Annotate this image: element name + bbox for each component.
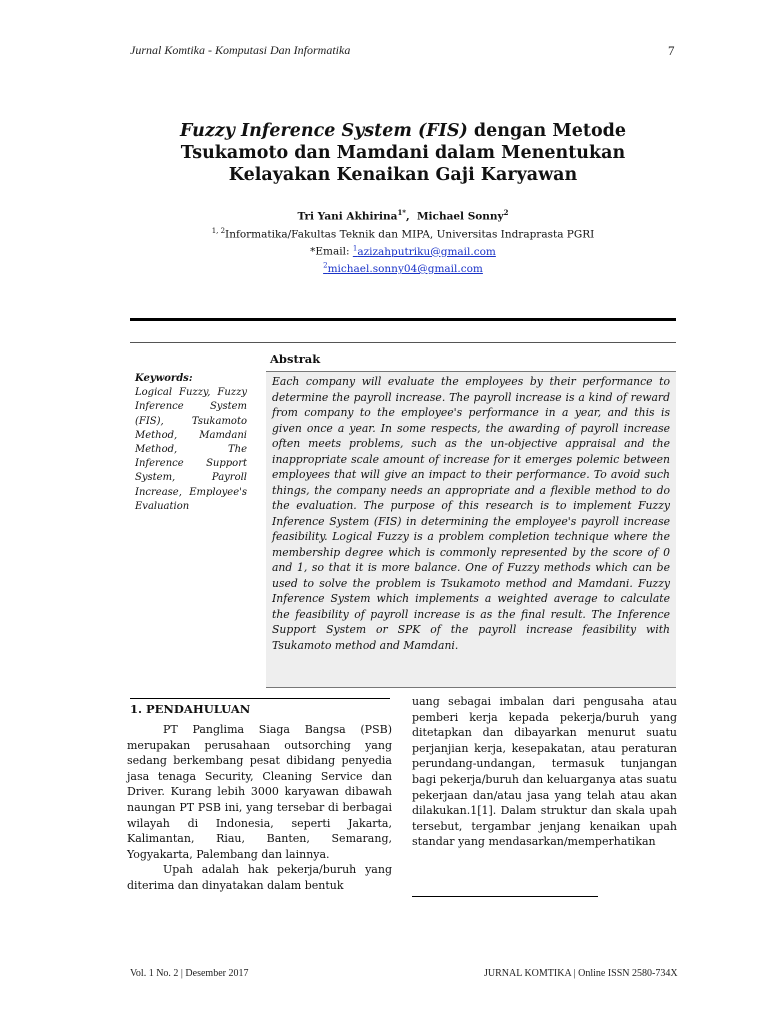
keywords-label: Keywords: bbox=[135, 373, 193, 384]
email-line-1 bbox=[130, 241, 676, 259]
email-1: azizahputriku@gmail.com bbox=[357, 245, 496, 258]
email-label: *Email: bbox=[310, 245, 350, 258]
affiliation: Informatika/Fakultas Teknik dan MIPA, Universitas Indraprasta PGRI bbox=[225, 228, 595, 240]
author-names: Tri Yani Akhirina$^{1*}$, Michael Sonny$^2$ bbox=[297, 208, 509, 223]
keywords-text: Logical Fuzzy, Fuzzy Inference System (FIS), Tsukamoto Method, Mamdani Method, The Inference Support System, Payroll Increase, Employee's Evaluation bbox=[135, 387, 247, 512]
paper-title bbox=[130, 120, 676, 186]
footer-issn: JURNAL KOMTIKA | Online ISSN 2580-734X bbox=[484, 968, 678, 979]
title-rest: dengan Metode Tsukamoto dan Mamdani dalam Menentukan Kelayakan Kenaikan Gaji Karyawan bbox=[180, 121, 627, 185]
author-block bbox=[130, 206, 676, 276]
page-number: 7 bbox=[668, 43, 675, 58]
email-link-2[interactable] bbox=[323, 263, 483, 275]
title-divider-thin bbox=[130, 342, 676, 343]
footer-volume: Vol. 1 No. 2 | Desember 2017 bbox=[130, 968, 249, 979]
author-1-sup: 1* bbox=[397, 208, 406, 217]
author-2: Michael Sonny bbox=[416, 210, 504, 223]
affiliation-line bbox=[130, 224, 676, 242]
paragraph-2: Upah adalah hak pekerja/buruh yang diterima dan dinyatakan dalam bentuk bbox=[127, 863, 392, 892]
paragraph-3: uang sebagai imbalan dari pengusaha atau pemberi kerja kepada pekerja/buruh yang ditetapkan dan dibayarkan menurut suatu perjanjian kerja, kesepakatan, atau peraturan perundang-undangan, termasuk tunjangan bagi pekerja/buruh dan keluarganya atas suatu pekerjaan dan/atau jasa yang telah atau akan dilakukan.1[1]. Dalam struktur dan skala upah tersebut, tergambar jenjang kenaikan upah standar yang mendasarkan/memperhatikan bbox=[412, 695, 677, 849]
author-2-sup: 2 bbox=[503, 208, 509, 217]
section-heading: 1. PENDAHULUAN bbox=[130, 702, 251, 716]
abstract-text: Each company will evaluate the employees by their performance to determine the payroll increase. The payroll increase is a kind of reward from company to the employee's performance in a year, and this is given once a year. In some respects, the awarding of payroll increase often meets problems, such as the un-objective appraisal and the inappropriate scale amount of increase for it emerges polemic between employees that will give an impact to their performance. To avoid such things, the company needs an appropriate and a flexible method to do the evaluation. The purpose of this research is to implement Fuzzy Inference System (FIS) in determining the employee's payroll increase feasibility. Logical Fuzzy is a problem completion technique where the membership degree which is commonly represented by the score of 0 and 1, so that it is more balance. One of Fuzzy methods which can be used to solve the problem is Tsukamoto method and Mamdani. Fuzzy Inference System which implements a weighted average to calculate the feasibility of payroll increase is as the final result. The Inference Support System or SPK of the payroll increase feasibility with Tsukamoto method and Mamdani. bbox=[272, 375, 670, 652]
email-link-1[interactable] bbox=[353, 246, 496, 258]
keywords-block bbox=[135, 372, 247, 514]
email-2: michael.sonny04@gmail.com bbox=[327, 263, 483, 275]
right-column bbox=[412, 694, 677, 850]
title-italic-part: Fuzzy Inference System (FIS) bbox=[179, 121, 468, 141]
affiliation-sup: 1, 2 bbox=[211, 226, 226, 235]
section-rule bbox=[130, 698, 390, 699]
email-1-sup: 1 bbox=[352, 244, 358, 252]
author-1: Tri Yani Akhirina bbox=[297, 210, 398, 223]
footnote-rule bbox=[412, 896, 598, 897]
paragraph-1: PT Panglima Siaga Bangsa (PSB) merupakan perusahaan outsorching yang sedang berkembang pesat dibidang penyedia jasa tenaga Security, Cleaning Service dan Driver. Kurang lebih 3000 karyawan dibawah naungan PT PSB ini, yang tersebar di berbagai wilayah di Indonesia, seperti Jakarta, Kalimantan, Riau, Banten, Semarang, Yogyakarta, Palembang dan lainnya. bbox=[127, 723, 392, 861]
abstract-heading: Abstrak bbox=[270, 352, 321, 366]
email-2-sup: 2 bbox=[323, 261, 328, 270]
title-divider-thick bbox=[130, 318, 676, 321]
email-line-2 bbox=[130, 259, 676, 277]
left-column bbox=[127, 722, 392, 894]
running-header: Jurnal Komtika - Komputasi Dan Informatika bbox=[130, 43, 351, 57]
